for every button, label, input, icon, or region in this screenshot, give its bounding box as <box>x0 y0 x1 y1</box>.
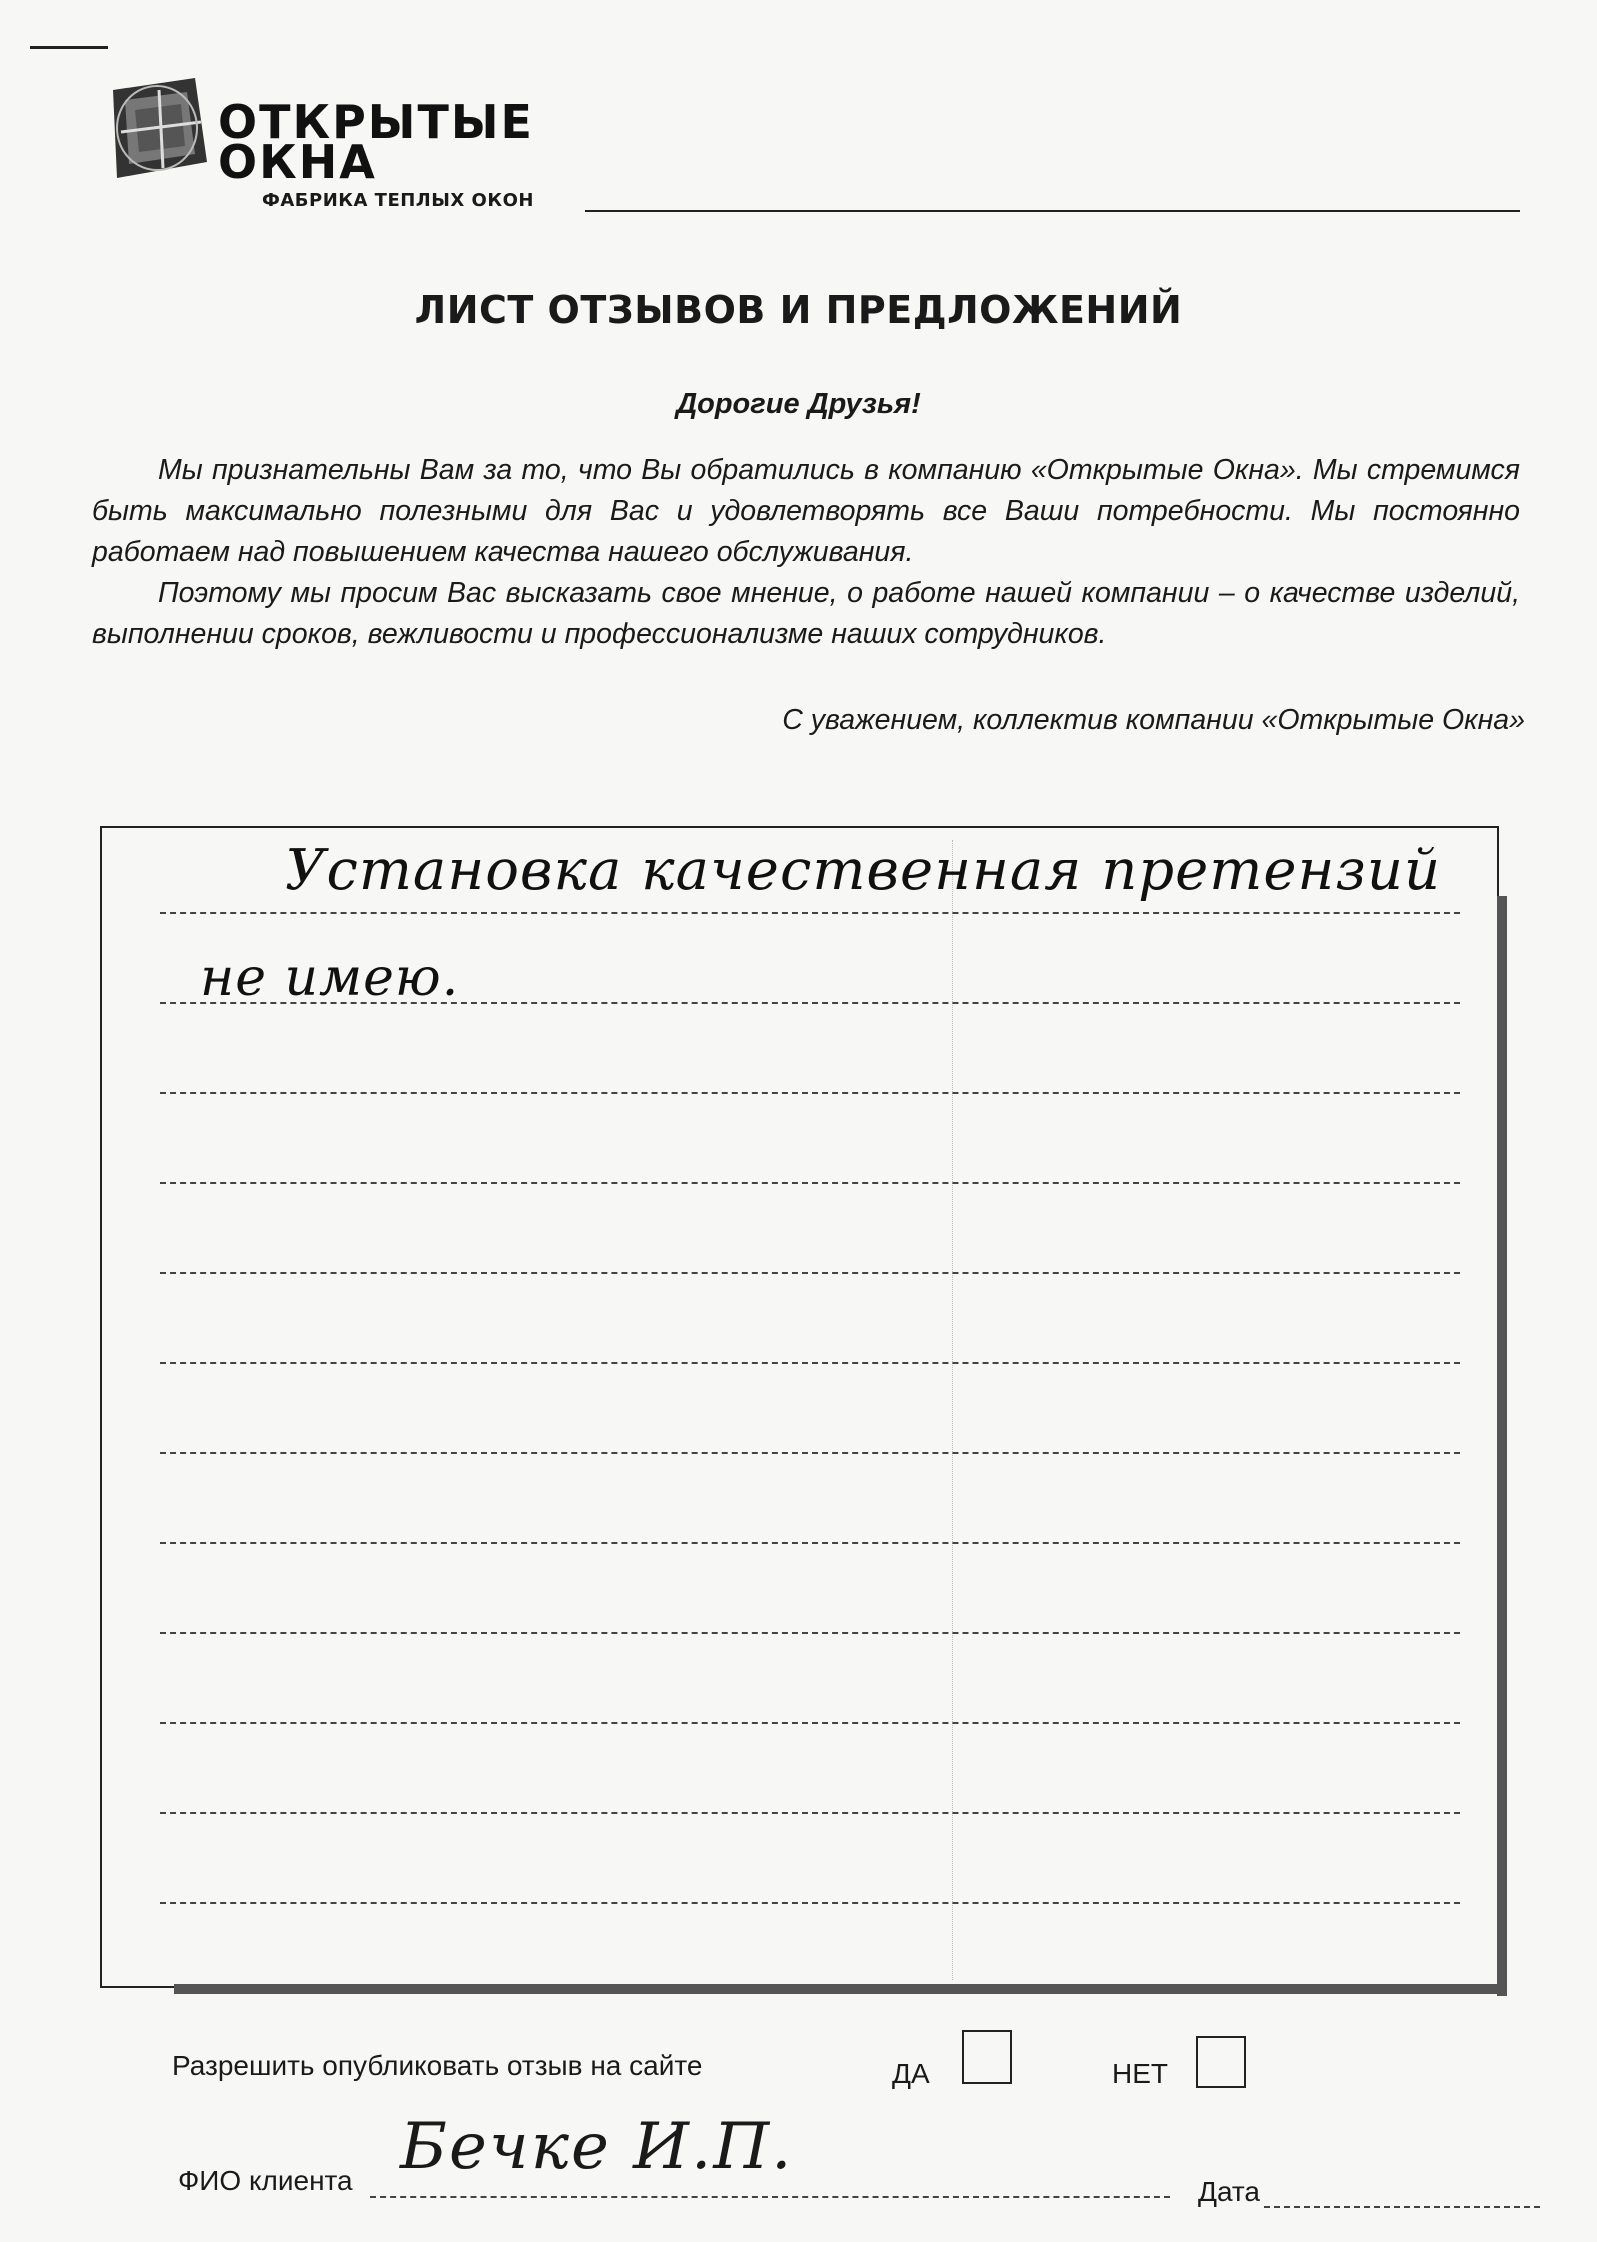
page-title: ЛИСТ ОТЗЫВОВ И ПРЕДЛОЖЕНИЙ <box>414 288 1183 332</box>
paper-fold <box>952 840 953 1980</box>
writing-line <box>160 1182 1460 1184</box>
writing-line <box>160 1812 1460 1814</box>
writing-line <box>160 1452 1460 1454</box>
writing-line <box>160 1272 1460 1274</box>
no-checkbox[interactable] <box>1196 2036 1246 2088</box>
writing-line <box>160 1362 1460 1364</box>
closing-signoff: С уважением, коллектив компании «Открытые Окна» <box>782 704 1525 736</box>
client-name-label: ФИО клиента <box>178 2165 353 2196</box>
client-name-field[interactable] <box>370 2196 1170 2198</box>
greeting: Дорогие Друзья! <box>676 388 921 420</box>
publish-permission-label: Разрешить опубликовать отзыв на сайте <box>172 2050 703 2081</box>
date-field[interactable] <box>1264 2206 1540 2208</box>
writing-line <box>160 1542 1460 1544</box>
writing-line <box>160 1722 1460 1724</box>
no-label: НЕТ <box>1112 2058 1168 2089</box>
handwritten-feedback-line-1: Установка качественная претензий <box>285 838 1442 903</box>
box-shadow <box>1497 896 1507 1996</box>
writing-line <box>160 1632 1460 1634</box>
handwritten-feedback-line-2: не имею. <box>200 948 460 1008</box>
writing-line <box>160 1092 1460 1094</box>
header-divider <box>585 210 1520 212</box>
brand-name-line1: ОТКРЫТЫЕ <box>218 95 534 149</box>
intro-text <box>92 450 1520 655</box>
writing-line <box>160 1902 1460 1904</box>
globe-window-logo-icon <box>95 70 215 185</box>
brand-name-line2: ОКНА <box>218 135 377 189</box>
date-label: Дата <box>1198 2176 1261 2207</box>
intro-paragraph-2: Поэтому мы просим Вас высказать свое мнение, о работе нашей компании – о качестве изделий, выполнении сроков, вежливости и профессионализме наших сотрудников. <box>92 577 1520 650</box>
corner-mark <box>30 46 108 49</box>
box-shadow <box>174 1984 1507 1994</box>
writing-line <box>160 912 1460 914</box>
yes-label: ДА <box>892 2058 930 2089</box>
yes-checkbox[interactable] <box>962 2030 1012 2084</box>
intro-paragraph-1: Мы признательны Вам за то, что Вы обратились в компанию «Открытые Окна». Мы стремимся быть максимально полезными для Вас и удовлетворять все Ваши потребности. Мы постоянно работаем над повышением качества нашего обслуживания. <box>92 454 1520 568</box>
brand-name <box>218 95 534 189</box>
client-signature: Бечке И.П. <box>400 2110 794 2184</box>
brand-tagline: ФАБРИКА ТЕПЛЫХ ОКОН <box>262 190 534 211</box>
